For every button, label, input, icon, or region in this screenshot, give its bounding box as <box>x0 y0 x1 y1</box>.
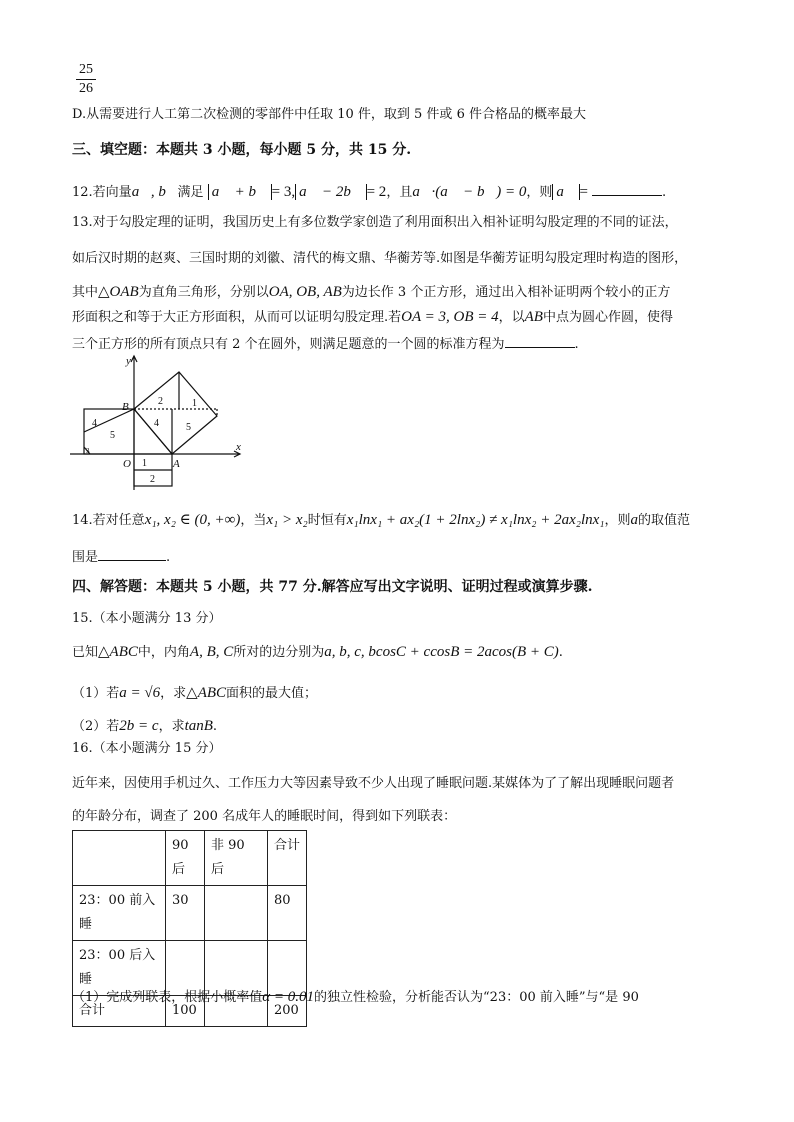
q14-when: ，当 <box>240 513 267 528</box>
q15-stem-end: . <box>558 645 563 660</box>
q14-range: 的取值范 <box>638 513 691 528</box>
q14-line2-text: 围是 <box>72 550 99 565</box>
q15-p2-tanb: tanB <box>184 718 213 734</box>
q12-eq1: = 3, <box>271 184 296 200</box>
q13-line4-c: ，以 <box>498 310 525 325</box>
q15-p1-a: （1）若 <box>72 686 120 701</box>
table-cell: 100 <box>166 996 205 1027</box>
q14-answer-blank <box>98 546 166 561</box>
label-x: x <box>236 441 241 453</box>
q12-prefix: 12.若向量 <box>72 185 132 200</box>
section-3-heading: 三、填空题：本题共 3 小题，每小题 5 分，共 15 分. <box>72 142 412 158</box>
q13-line4 <box>72 308 673 327</box>
table-cell: 23：00 后入睡 <box>73 941 166 996</box>
q15-p2-b: ，求 <box>158 719 185 734</box>
q14-line2 <box>72 546 170 567</box>
region-4-left: 4 <box>92 418 97 429</box>
q12-mid: ，且 <box>386 185 413 200</box>
q15-p2-a: （2）若 <box>72 719 120 734</box>
q13-line4-a: 形面积之和等于大正方形面积，从而可以证明勾股定理.若 <box>72 310 402 325</box>
q16-part1 <box>72 988 639 1007</box>
region-1-top: 1 <box>192 398 197 409</box>
q12-vectors: a⃗, b⃗ <box>131 184 178 200</box>
label-o: O <box>123 458 131 470</box>
label-b: B <box>122 401 129 413</box>
q15-stem <box>72 643 563 662</box>
q16-p1-a: （1）完成列联表，根据小概率值 <box>72 990 263 1005</box>
table-row <box>73 886 307 941</box>
q12-then: ，则 <box>526 185 553 200</box>
q14-then: ，则 <box>604 513 631 528</box>
q14-always: 时恒有 <box>307 513 347 528</box>
square-ob <box>84 409 134 454</box>
q13-answer-blank <box>505 333 575 348</box>
table-cell <box>205 886 268 941</box>
region-1-bottom: 1 <box>142 458 147 469</box>
q13-line2: 如后汉时期的赵爽、三国时期的刘徽、清代的梅文鼎、华蘅芳等.如图是华蘅芳证明勾股定理时构造的图形， <box>72 251 688 266</box>
q12-eq3: = <box>579 184 588 200</box>
q15-part1 <box>72 684 317 703</box>
q13-lengths: OA = 3, OB = 4 <box>401 309 499 325</box>
label-y: y <box>126 355 131 367</box>
q16-alpha: α = 0.01 <box>262 989 315 1005</box>
q13-ab: AB <box>524 309 543 325</box>
table-cell: 80 <box>268 886 307 941</box>
q13-line3 <box>72 283 670 302</box>
q15-stem-c: 所对的边分别为 <box>233 645 325 660</box>
q13-line4-e: 中点为圆心作圆，使得 <box>542 310 673 325</box>
q14-inequality: x₁lnx₁ + ax₂(1 + 2lnx₂) ≠ x₁lnx₂ + 2ax₂lnx₁ <box>346 512 605 528</box>
q15-p2-eq: 2b = c <box>119 718 159 734</box>
table-header-cell: 合计 <box>268 831 307 886</box>
q13-line5 <box>72 333 579 354</box>
q12-end: . <box>661 185 667 200</box>
q12-eq2: = 2 <box>366 184 387 200</box>
region-2-top: 2 <box>158 396 163 407</box>
q15-p1-triangle: △ABC <box>186 685 227 701</box>
q12-abs3: a⃗ <box>552 184 579 200</box>
label-a: A <box>173 458 180 470</box>
q12-dot: a⃗·(a⃗ − b⃗) = 0 <box>412 184 527 200</box>
q13-line5-end: . <box>574 337 579 352</box>
q15-angles: A, B, C <box>189 644 234 660</box>
q13-line3-a: 其中 <box>72 285 99 300</box>
option-d: D.从需要进行人工第二次检测的零部件中任取 10 件，取到 5 件或 6 件合格品的概率最大 <box>72 107 586 122</box>
q13-line3-b: 为直角三角形，分别以 <box>138 285 269 300</box>
question-14 <box>72 511 690 530</box>
fraction-numerator: 25 <box>79 62 93 77</box>
table-cell: 30 <box>166 886 205 941</box>
q15-stem-a: 已知 <box>72 645 99 660</box>
q15-part2 <box>72 717 217 736</box>
q13-triangle: △OAB <box>98 284 139 300</box>
region-4-mid: 4 <box>154 418 159 429</box>
q13-line1: 13.对于勾股定理的证明，我国历史上有多位数学家创造了利用面积出入相补证明勾股定理的不同的证法， <box>72 215 678 230</box>
q13-sides: OA, OB, AB <box>268 284 342 300</box>
table-header-cell: 90 后 <box>166 831 205 886</box>
q15-equation: a, b, c, bcosC + ccosB = 2acos(B + C) <box>324 644 559 660</box>
q14-end: . <box>166 550 171 565</box>
fraction-bar <box>76 79 96 80</box>
q15-p1-b: ，求 <box>160 686 187 701</box>
q12-abs2: a⃗ − 2b⃗ <box>295 184 366 200</box>
q15-header: 15.（本小题满分 13 分） <box>72 611 222 626</box>
table-cell: 合计 <box>73 996 166 1027</box>
q14-vars: x₁, x₂ ∈ (0, +∞) <box>144 512 241 528</box>
region-5-right: 5 <box>186 422 191 433</box>
q12-cond-label: 满足 <box>177 185 204 200</box>
q16-line2: 的年龄分布，调查了 200 名成年人的睡眠时间，得到如下列联表： <box>72 809 457 824</box>
table-header-cell: 非 90 后 <box>205 831 268 886</box>
table-header-cell <box>73 831 166 886</box>
q14-prefix: 14.若对任意 <box>72 513 145 528</box>
q13-line3-d: 为边长作 3 个正方形，通过出入相补证明两个较小的正方 <box>341 285 671 300</box>
fraction <box>76 62 96 97</box>
q15-p1-eq: a = √6 <box>119 685 161 701</box>
region-5-left: 5 <box>110 430 115 441</box>
q16-header: 16.（本小题满分 15 分） <box>72 741 222 756</box>
region-3: 3 <box>86 447 90 455</box>
q15-p1-c: 面积的最大值； <box>226 686 318 701</box>
q16-p1-b: 的独立性检验，分析能否认为“23：00 前入睡”与“是 90 <box>314 990 639 1005</box>
q15-triangle: △ABC <box>98 644 138 660</box>
region-2-bottom: 2 <box>150 474 155 485</box>
table-cell: 200 <box>268 996 307 1027</box>
q15-stem-b: 中，内角 <box>137 645 190 660</box>
q14-a: a <box>630 512 639 528</box>
section-4-heading: 四、解答题：本题共 5 小题，共 77 分.解答应写出文字说明、证明过程或演算步骤. <box>72 579 593 595</box>
q12-abs1: a⃗ + b⃗ <box>208 184 272 200</box>
fraction-denominator: 26 <box>79 81 93 96</box>
pythagoras-figure <box>70 352 250 492</box>
square-ab <box>134 372 217 454</box>
table-header-row <box>73 831 307 886</box>
table-cell: 23：00 前入睡 <box>73 886 166 941</box>
q13-line5-text: 三个正方形的所有顶点只有 2 个在圆外，则满足题意的一个圆的标准方程为 <box>72 337 505 352</box>
q12-answer-blank <box>592 181 662 196</box>
q14-cond: x₁ > x₂ <box>266 512 308 528</box>
q15-p2-end: . <box>212 719 218 734</box>
q16-line1: 近年来，因使用手机过久、工作压力大等因素导致不少人出现了睡眠问题.某媒体为了了解出现睡眠问题者 <box>72 776 675 791</box>
question-12 <box>72 181 666 202</box>
